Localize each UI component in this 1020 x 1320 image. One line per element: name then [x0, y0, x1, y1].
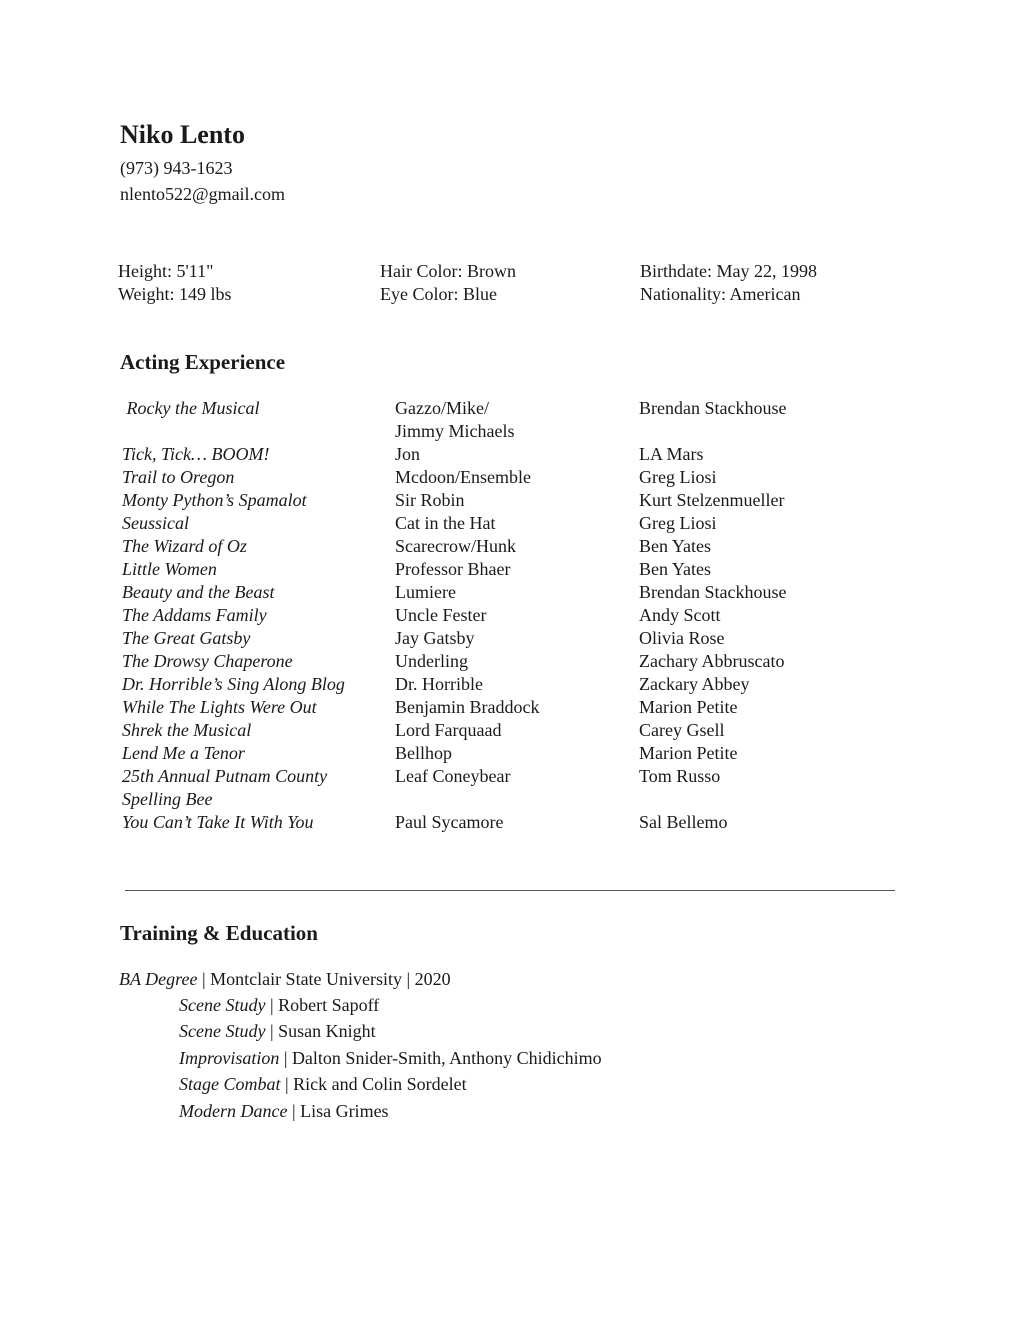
credit-row — [122, 650, 882, 673]
credit-role: Lumiere — [395, 582, 456, 602]
credit-role: Lord Farquaad — [395, 720, 502, 740]
credit-row — [122, 489, 882, 512]
course-teacher: Lisa Grimes — [300, 1100, 389, 1121]
credit-director: Marion Petite — [639, 697, 738, 717]
credit-director: Greg Liosi — [639, 513, 717, 533]
birthdate-stat: Birthdate: May 22, 1998 — [640, 261, 817, 281]
credit-show: Trail to Oregon — [122, 467, 235, 487]
separator: | — [287, 1100, 301, 1121]
credit-role: Cat in the Hat — [395, 513, 496, 533]
separator: | — [265, 995, 279, 1015]
eye-color-stat: Eye Color: Blue — [380, 284, 497, 304]
separator: | — [265, 1021, 279, 1042]
resume-name: Niko Lento — [120, 120, 245, 149]
height-stat: Height: 5'11" — [118, 261, 214, 281]
credit-director: Ben Yates — [639, 536, 712, 556]
credit-role: Jay Gatsby — [395, 628, 475, 648]
training-course — [179, 1071, 602, 1097]
credit-role: Professor Bhaer — [395, 559, 511, 579]
credit-role: Dr. Horrible — [395, 674, 483, 694]
credit-director: Marion Petite — [639, 743, 738, 763]
email-address: nlento522@gmail.com — [120, 184, 286, 204]
credit-director: Zackary Abbey — [639, 674, 750, 694]
credit-row — [122, 788, 882, 811]
course-teacher: Susan Knight — [278, 1021, 376, 1042]
credit-show: Rocky the Musical — [122, 398, 260, 418]
credit-director — [639, 788, 882, 811]
credit-row — [122, 535, 882, 558]
credit-director: Ben Yates — [639, 559, 712, 579]
credit-role: Benjamin Braddock — [395, 697, 540, 717]
hair-color-stat: Hair Color: Brown — [380, 261, 516, 281]
credit-role: Paul Sycamore — [395, 812, 504, 832]
training-course — [179, 1045, 602, 1071]
credit-show — [122, 420, 395, 443]
acting-experience-heading: Acting Experience — [120, 350, 286, 374]
credit-role — [395, 788, 639, 811]
credit-row — [122, 742, 882, 765]
credit-row — [122, 558, 882, 581]
credit-show: Dr. Horrible’s Sing Along Blog — [122, 674, 345, 694]
credit-row — [122, 811, 882, 834]
credit-row — [122, 397, 882, 420]
credit-row — [122, 765, 882, 788]
credit-show: Spelling Bee — [122, 789, 213, 809]
credit-row — [122, 673, 882, 696]
training-course — [179, 992, 602, 1018]
training-course — [179, 1018, 602, 1044]
course-subject: Modern Dance — [179, 1100, 288, 1121]
nationality-stat: Nationality: American — [640, 284, 801, 304]
degree-line — [119, 966, 451, 992]
credit-director — [639, 420, 882, 443]
course-teacher: Robert Sapoff — [278, 995, 380, 1015]
credit-show: While The Lights Were Out — [122, 697, 317, 717]
credit-show: The Addams Family — [122, 605, 267, 625]
credit-role: Sir Robin — [395, 490, 465, 510]
credit-role: Bellhop — [395, 743, 452, 763]
credit-row — [122, 512, 882, 535]
credit-director: LA Mars — [639, 444, 704, 464]
course-teacher: Dalton Snider-Smith, Anthony Chidichimo — [291, 1047, 602, 1068]
course-subject: Scene Study — [179, 995, 266, 1015]
credit-director: Kurt Stelzenmueller — [639, 490, 785, 510]
credit-show: The Great Gatsby — [122, 628, 251, 648]
stats-column-personal — [640, 260, 817, 306]
credit-row — [122, 627, 882, 650]
credit-show: Lend Me a Tenor — [122, 743, 245, 763]
degree-label: BA Degree — [119, 969, 198, 989]
credit-role: Leaf Coneybear — [395, 766, 511, 786]
credit-row — [122, 719, 882, 742]
credit-role: Jon — [395, 444, 421, 464]
degree-year: 2020 — [414, 969, 451, 989]
credit-show: Little Women — [122, 559, 217, 579]
training-course — [179, 1098, 602, 1124]
credit-show: The Wizard of Oz — [122, 536, 247, 556]
credit-director: Brendan Stackhouse — [639, 398, 787, 418]
credit-role: Underling — [395, 651, 468, 671]
credit-director: Carey Gsell — [639, 720, 725, 740]
credit-row — [122, 604, 882, 627]
credit-director: Zachary Abbruscato — [639, 651, 785, 671]
credit-show: Monty Python’s Spamalot — [122, 490, 307, 510]
credit-role: Gazzo/Mike/ — [395, 398, 489, 418]
course-teacher: Rick and Colin Sordelet — [293, 1074, 467, 1095]
course-subject: Stage Combat — [179, 1074, 281, 1095]
stats-column-body — [118, 260, 232, 306]
course-subject: Scene Study — [179, 1021, 266, 1042]
credit-show: Beauty and the Beast — [122, 582, 275, 602]
credit-director: Greg Liosi — [639, 467, 717, 487]
weight-stat: Weight: 149 lbs — [118, 284, 232, 304]
stats-column-features — [380, 260, 516, 306]
phone-number: (973) 943-1623 — [120, 158, 233, 178]
credit-director: Brendan Stackhouse — [639, 582, 787, 602]
credit-show: Shrek the Musical — [122, 720, 252, 740]
credit-role: Mcdoon/Ensemble — [395, 467, 531, 487]
separator: | — [280, 1074, 294, 1095]
credit-director: Tom Russo — [639, 766, 721, 786]
separator: | — [279, 1047, 292, 1068]
credit-row — [122, 443, 882, 466]
credit-row — [122, 420, 882, 443]
credit-director: Andy Scott — [639, 605, 721, 625]
credit-director: Olivia Rose — [639, 628, 725, 648]
separator: | — [402, 969, 415, 989]
training-education-heading: Training & Education — [120, 921, 318, 945]
credit-show: The Drowsy Chaperone — [122, 651, 293, 671]
training-course-list — [179, 992, 602, 1124]
credit-show: Seussical — [122, 513, 189, 533]
credit-director: Sal Bellemo — [639, 812, 728, 832]
credit-row — [122, 466, 882, 489]
credit-show: Tick, Tick… BOOM! — [122, 444, 270, 464]
credit-row — [122, 696, 882, 719]
credit-show: 25th Annual Putnam County — [122, 766, 328, 786]
credit-role: Uncle Fester — [395, 605, 487, 625]
credit-row — [122, 581, 882, 604]
section-divider — [125, 890, 895, 891]
separator: | — [197, 969, 211, 989]
credit-role: Jimmy Michaels — [395, 421, 515, 441]
course-subject: Improvisation — [179, 1047, 280, 1068]
degree-school: Montclair State University — [210, 969, 403, 989]
credit-show: You Can’t Take It With You — [122, 812, 314, 832]
acting-credits-table — [122, 397, 882, 834]
credit-role: Scarecrow/Hunk — [395, 536, 516, 556]
